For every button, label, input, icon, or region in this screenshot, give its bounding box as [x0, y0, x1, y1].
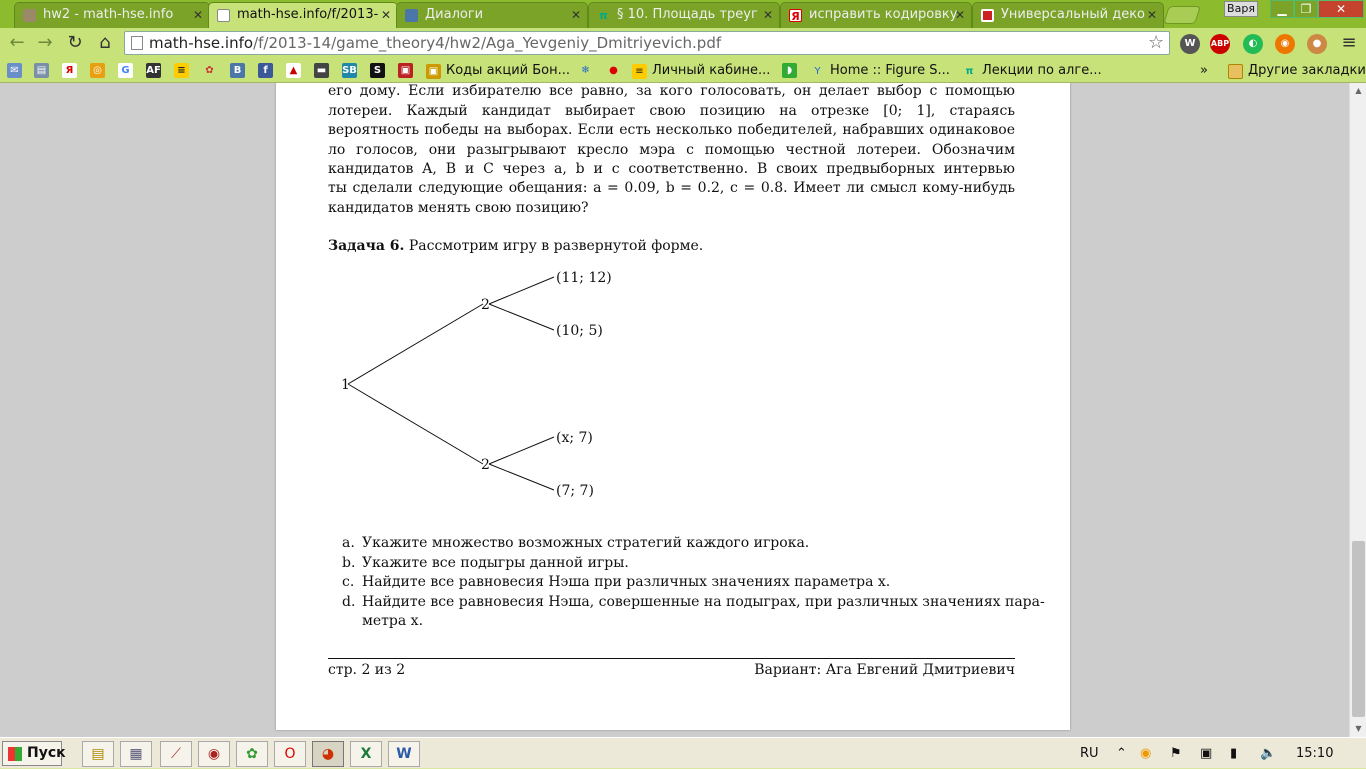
close-icon[interactable]: ✕ — [380, 8, 391, 22]
bookmark-personal-cabinet[interactable] — [632, 61, 770, 81]
text-line: его дому. Если избирателю все равно, за кого голосовать, он делает выбор с помощью — [328, 83, 1015, 100]
s-icon[interactable]: S — [370, 63, 385, 78]
home-icon[interactable]: ⌂ — [99, 32, 111, 53]
footer-divider — [328, 658, 1015, 659]
yandex-icon: Я — [789, 9, 802, 22]
beeline-icon: ≡ — [632, 64, 647, 79]
back-icon[interactable]: ← — [9, 32, 25, 53]
bookmark-label: Home :: Figure S... — [830, 63, 950, 78]
close-icon[interactable]: ✕ — [954, 8, 965, 22]
yandex-icon[interactable]: Я — [62, 63, 77, 78]
close-icon[interactable]: ✕ — [1146, 8, 1157, 22]
bookmark-label: Личный кабине... — [652, 63, 771, 78]
item-marker: d. — [342, 593, 356, 610]
chat-icon — [405, 9, 418, 22]
menu-icon[interactable]: ≡ — [1341, 32, 1357, 53]
minimize-icon[interactable]: ▁ — [1270, 0, 1294, 18]
vertical-scrollbar[interactable] — [1349, 83, 1366, 737]
map-pin-icon[interactable]: ● — [606, 63, 621, 78]
item-marker: c. — [342, 574, 355, 591]
close-icon[interactable]: ✕ — [570, 8, 581, 22]
text-line: кандидатов A, B и C через a, b и c соответственно. В своих предвыборных интервью — [328, 160, 1015, 177]
tree-edge — [489, 277, 554, 304]
extension-green-icon[interactable]: ◐ — [1243, 34, 1263, 54]
item-marker: b. — [342, 554, 356, 571]
scrollbar-thumb[interactable] — [1352, 541, 1365, 717]
task-title: Задача 6. — [328, 238, 405, 254]
extension-orange-icon[interactable]: ◉ — [1275, 34, 1295, 54]
list-item — [328, 554, 1015, 574]
address-bar[interactable] — [124, 31, 1170, 55]
word-icon[interactable]: W — [388, 741, 420, 767]
close-icon[interactable]: ✕ — [192, 8, 203, 22]
media-player-icon[interactable]: ◉ — [198, 741, 230, 767]
tab-label: § 10. Площадь треуг — [617, 7, 758, 22]
tab-pdf[interactable] — [208, 2, 398, 28]
tv-icon[interactable]: ▬ — [314, 63, 329, 78]
list-item — [328, 534, 1015, 554]
item-text: Найдите все равновесия Нэша, совершенные на подыграх, при различных значениях пара- — [362, 593, 1045, 610]
pdf-page — [276, 83, 1070, 730]
bookmark-star-icon[interactable]: ☆ — [1148, 32, 1165, 53]
facebook-icon[interactable]: f — [258, 63, 273, 78]
google-icon[interactable]: G — [118, 63, 133, 78]
tree-edge — [348, 304, 483, 384]
tab-label: math-hse.info/f/2013- — [237, 7, 379, 22]
chrome-icon[interactable]: ◕ — [312, 741, 344, 767]
beeline-icon[interactable]: ≡ — [174, 63, 189, 78]
other-bookmarks[interactable] — [1228, 61, 1366, 81]
upper-node-label: 2 — [481, 297, 490, 313]
tab-area[interactable] — [588, 2, 780, 28]
bookmark-bonus-codes[interactable] — [426, 61, 570, 81]
print-icon[interactable]: ▤ — [34, 63, 49, 78]
lower-node-label: 2 — [481, 457, 490, 473]
sber-icon[interactable]: ◗ — [782, 63, 797, 78]
bookmark-algebra-lectures[interactable] — [962, 61, 1102, 81]
text-line: вероятность победы на выборах. Если есть несколько победителей, набравших одинаковое — [328, 122, 1015, 139]
url-host: math-hse.info — [149, 34, 254, 52]
game-tree — [328, 258, 648, 508]
decoder-icon — [981, 9, 994, 22]
bookmarks-overflow[interactable]: » — [1200, 63, 1208, 78]
vk-icon[interactable]: B — [230, 63, 245, 78]
item-text: Укажите все подыгры данной игры. — [362, 554, 629, 571]
close-window-icon[interactable]: ✕ — [1318, 0, 1364, 18]
adblock-icon[interactable]: ABP — [1210, 34, 1230, 54]
language-indicator[interactable]: RU — [1080, 746, 1099, 761]
mail-icon[interactable]: ✉ — [7, 63, 22, 78]
tree-edge — [489, 304, 554, 330]
scroll-up-icon[interactable]: ▲ — [1355, 86, 1362, 95]
volume-icon[interactable]: 🔈 — [1260, 746, 1277, 761]
flower-icon[interactable]: ✿ — [202, 63, 217, 78]
windows-logo-icon — [8, 747, 22, 761]
new-tab-button[interactable] — [1163, 6, 1201, 24]
tray-app-icon[interactable]: ◉ — [1140, 746, 1152, 761]
user-badge[interactable]: Варя — [1224, 1, 1258, 17]
tab-label: hw2 - math-hse.info — [43, 7, 174, 22]
tab-label: исправить кодировку — [809, 7, 958, 22]
text-line: кандидатов менять свою позицию? — [328, 199, 589, 216]
tab-label: Универсальный деко — [1001, 7, 1146, 22]
bookmarks-bar — [0, 59, 1366, 83]
leaf-payoff: (11; 12) — [556, 270, 612, 286]
task-text: Рассмотрим игру в развернутой форме. — [408, 238, 704, 254]
forward-icon[interactable]: → — [37, 32, 53, 53]
gift-icon: ▣ — [426, 64, 441, 79]
variant-label: Вариант: Ага Евгений Дмитриевич — [754, 662, 1015, 678]
tab-hw2[interactable] — [14, 2, 210, 28]
bookmark-label: Лекции по алге... — [982, 63, 1102, 78]
tree-edge — [489, 464, 554, 490]
red-hat-icon[interactable]: ▲ — [286, 63, 301, 78]
text-line: лотереи. Каждый кандидат выбирает свою позицию на отрезке [0; 1], стараясь — [328, 102, 1015, 119]
skater-icon: Y — [810, 64, 825, 79]
pi-icon: π — [962, 64, 977, 79]
page-icon — [131, 36, 143, 50]
problem-text — [328, 83, 1015, 218]
radio-icon[interactable]: ◎ — [90, 63, 105, 78]
root-node-label: 1 — [341, 377, 350, 393]
maximize-icon[interactable]: ❐ — [1294, 0, 1318, 18]
wikipedia-icon[interactable]: W — [1180, 34, 1200, 54]
list-item — [328, 573, 1015, 593]
paint-icon[interactable]: ✿ — [236, 741, 268, 767]
start-label: Пуск — [27, 745, 66, 761]
other-bookmarks-label: Другие закладки — [1248, 63, 1366, 78]
action-center-icon[interactable]: ⚑ — [1170, 746, 1182, 761]
tree-edge — [348, 384, 483, 464]
tab-decoder[interactable] — [972, 2, 1164, 28]
opera-icon[interactable]: O — [274, 741, 306, 767]
network-icon[interactable]: ▮ — [1230, 746, 1238, 761]
leaf-payoff: (x; 7) — [556, 430, 593, 446]
snowflake-icon[interactable]: ❄ — [578, 63, 593, 78]
scroll-down-icon[interactable]: ▼ — [1355, 724, 1362, 733]
close-icon[interactable]: ✕ — [762, 8, 773, 22]
text-line: ло голосов, они разыгрывают кресло мэра с помощью честной лотереи. Обозначим — [328, 141, 1015, 158]
leaf-payoff: (7; 7) — [556, 483, 594, 499]
reload-icon[interactable]: ↻ — [67, 32, 83, 53]
pdf-viewer — [0, 83, 1349, 737]
page-number: стр. 2 из 2 — [328, 662, 406, 678]
chart-app-icon[interactable]: ⟋ — [160, 741, 192, 767]
item-marker: a. — [342, 535, 355, 551]
task-heading — [328, 237, 1015, 256]
device-icon[interactable]: ▣ — [1200, 746, 1213, 761]
folder-icon — [23, 9, 36, 22]
extension-cookie-icon[interactable]: ● — [1307, 34, 1327, 54]
question-list — [328, 534, 1045, 632]
list-item-continuation — [328, 612, 1015, 632]
red-logo-icon[interactable]: ▣ — [398, 63, 413, 78]
explorer-icon[interactable]: ▤ — [82, 741, 114, 767]
calculator-icon[interactable]: ▦ — [120, 741, 152, 767]
text-line: ты сделали следующие обещания: a = 0.09, b = 0.2, c = 0.8. Имеет ли смысл кому-нибудь — [328, 180, 1015, 197]
show-hidden-icons[interactable]: ⌃ — [1116, 746, 1127, 761]
folder-icon — [1228, 64, 1243, 79]
url-path: /f/2013-14/game_theory4/hw2/Aga_Yevgeniy_Dmitriyevich.pdf — [253, 34, 722, 52]
pi-icon: π — [599, 9, 608, 22]
start-button[interactable] — [2, 741, 66, 766]
tab-encoding[interactable] — [780, 2, 972, 28]
tab-label: Диалоги — [425, 7, 484, 22]
document-icon — [217, 9, 230, 22]
tab-strip — [0, 0, 1366, 28]
af-icon[interactable]: AF — [146, 65, 161, 76]
clock[interactable]: 15:10 — [1296, 746, 1334, 761]
taskbar — [0, 737, 1366, 768]
excel-icon[interactable]: X — [350, 741, 382, 767]
list-item — [328, 593, 1045, 613]
tab-dialogs[interactable] — [396, 2, 588, 28]
bookmark-figure-skating[interactable] — [810, 61, 950, 81]
tree-edge — [489, 437, 554, 464]
item-text: Укажите множество возможных стратегий каждого игрока. — [362, 535, 810, 551]
item-text: метра x. — [362, 613, 424, 630]
leaf-payoff: (10; 5) — [556, 323, 603, 339]
item-text: Найдите все равновесия Нэша при различных значениях параметра x. — [362, 574, 891, 591]
sb-icon[interactable]: SB — [342, 65, 357, 76]
bookmark-label: Коды акций Бон... — [446, 63, 571, 78]
